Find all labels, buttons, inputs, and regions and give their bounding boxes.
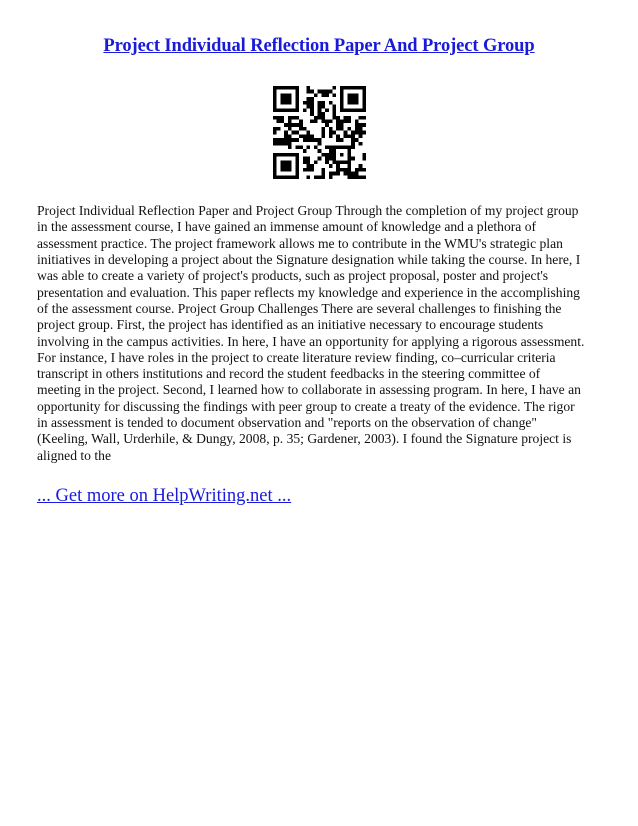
body-line: (Keeling, Wall, Urderhile, & Dungy, 2008, p. 35; Gardener, 2003). I found the Signature project is — [37, 431, 572, 447]
body-line: transcript in others institutions and record the student feedbacks in the steering committee of — [37, 366, 541, 382]
body-line: of the assessment course. Project Group Challenges There are several challenges to finishing the — [37, 300, 562, 316]
body-line: involving in the campus activities. In here, I have an opportunity for applying a rigorous assessment. — [37, 333, 585, 349]
body-line: initiatives in developing a project about the Signature designation while taking the course. In here, I — [37, 251, 581, 267]
body-line: presentation and evaluation. This paper reflects my knowledge and experience in the accomplishing — [37, 284, 580, 300]
body-line: opportunity for discussing the findings with peer group to create a treaty of the evidence. The rigor — [37, 398, 575, 414]
body-line: assessment practice. The project framework allows me to contribute in the WMU's strategic plan — [37, 235, 563, 251]
body-line: Project Individual Reflection Paper and Project Group Through the completion of my project group — [37, 203, 579, 218]
body-line: was able to create a variety of project's products, such as project proposal, poster and project's — [37, 268, 549, 284]
body-line: aligned to the — [37, 447, 111, 463]
body-line: For instance, I have roles in the project to create literature review finding, co–curricular criteria — [37, 349, 556, 365]
body-line: in the assessment course, I have gained an immense amount of knowledge and a plethora of — [37, 219, 537, 235]
body-line: meeting in the project. Second, I learned how to collaborate in assessing program. In here, I have an — [37, 382, 581, 398]
get-more-link[interactable]: ... Get more on HelpWriting.net ... — [37, 486, 292, 506]
body-line: in assessment is tended to document observation and "reports on the observation of change" — [37, 415, 537, 431]
body-line: project group. First, the project has identified as an initiative necessary to encourage students — [37, 317, 544, 333]
page-title[interactable]: Project Individual Reflection Paper And Project Group — [103, 36, 535, 56]
qr-code — [273, 86, 366, 179]
body-paragraph — [37, 203, 603, 464]
